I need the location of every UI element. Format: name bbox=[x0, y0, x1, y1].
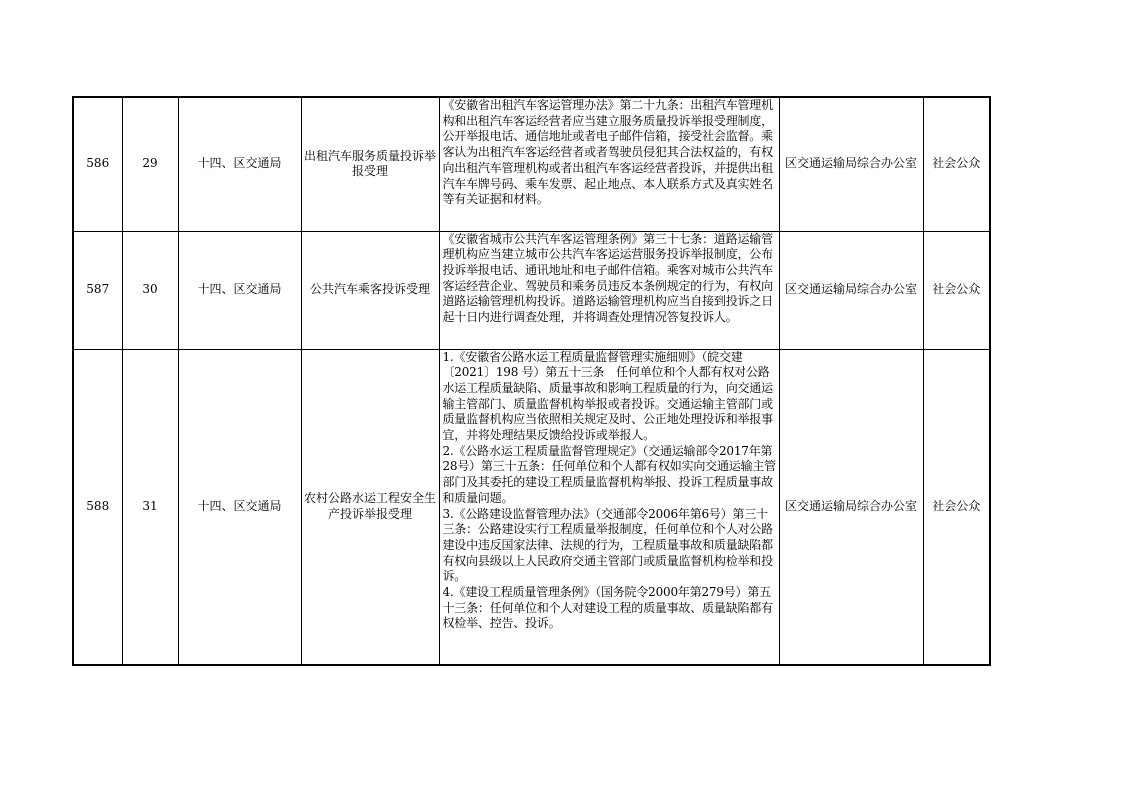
target-cell: 社会公众 bbox=[923, 349, 990, 665]
sub-seq-cell: 29 bbox=[122, 97, 178, 231]
target-cell: 社会公众 bbox=[923, 231, 990, 349]
table-row bbox=[73, 231, 990, 349]
office-cell: 区交通运输局综合办公室 bbox=[779, 97, 923, 231]
department-cell: 十四、区交通局 bbox=[178, 97, 301, 231]
sub-seq-cell: 30 bbox=[122, 231, 178, 349]
office-cell: 区交通运输局综合办公室 bbox=[779, 349, 923, 665]
table-row bbox=[73, 349, 990, 665]
items-table bbox=[72, 96, 991, 666]
item-name-cell: 出租汽车服务质量投诉举报受理 bbox=[301, 97, 439, 231]
sub-seq-cell: 31 bbox=[122, 349, 178, 665]
legal-basis-cell: 《安徽省出租汽车客运管理办法》第二十九条：出租汽车管理机构和出租汽车客运经营者应当建立服务质量投诉举报受理制度，公开举报电话、通信地址或者电子邮件信箱，接受社会监督。乘客认为出租汽车客运经营者或者驾驶员侵犯其合法权益的，有权向出租汽车管理机构或者出租汽车客运经营者投诉，并提供出租汽车车牌号码、乘车发票、起止地点、本人联系方式及真实姓名等有关证据和材料。 bbox=[439, 97, 779, 231]
legal-basis-cell: 1.《安徽省公路水运工程质量监督管理实施细则》（皖交建〔2021〕198 号）第五十三条 任何单位和个人都有权对公路水运工程质量缺陷、质量事故和影响工程质量的行为，向交通运输主管部门、质量监督机构举报或者投诉。交通运输主管部门或质量监督机构应当依照相关规定及时、公正地处理投诉和举报事宜，并将处理结果反馈给投诉或举报人。 2.《公路水运工程质量监督管理规定》（交通运输部令2017年第28号）第三十五条：任何单位和个人都有权如实向交通运输主管部门及其委托的建设工程质量监督机构举报、投诉工程质量事故和质量问题。 3.《公路建设监督管理办法》（交通部令2006年第6号）第三十三条：公路建设实行工程质量举报制度，任何单位和个人对公路建设中违反国家法律、法规的行为，工程质量事故和质量缺陷都有权向县级以上人民政府交通主管部门或质量监督机构检举和投诉。 4.《建设工程质量管理条例》（国务院令2000年第279号）第五十三条：任何单位和个人对建设工程的质量事故、质量缺陷都有权检举、控告、投诉。 bbox=[439, 349, 779, 665]
legal-basis-cell: 《安徽省城市公共汽车客运管理条例》第三十七条：道路运输管理机构应当建立城市公共汽车客运运营服务投诉举报制度，公布投诉举报电话、通讯地址和电子邮件信箱。乘客对城市公共汽车客运经营企业、驾驶员和乘务员违反本条例规定的行为，有权向道路运输管理机构投诉。道路运输管理机构应当自接到投诉之日起十日内进行调查处理，并将调查处理情况答复投诉人。 bbox=[439, 231, 779, 349]
table-row bbox=[73, 97, 990, 231]
department-cell: 十四、区交通局 bbox=[178, 349, 301, 665]
seq-cell: 588 bbox=[73, 349, 122, 665]
office-cell: 区交通运输局综合办公室 bbox=[779, 231, 923, 349]
department-cell: 十四、区交通局 bbox=[178, 231, 301, 349]
target-cell: 社会公众 bbox=[923, 97, 990, 231]
item-name-cell: 农村公路水运工程安全生产投诉举报受理 bbox=[301, 349, 439, 665]
item-name-cell: 公共汽车乘客投诉受理 bbox=[301, 231, 439, 349]
seq-cell: 587 bbox=[73, 231, 122, 349]
seq-cell: 586 bbox=[73, 97, 122, 231]
